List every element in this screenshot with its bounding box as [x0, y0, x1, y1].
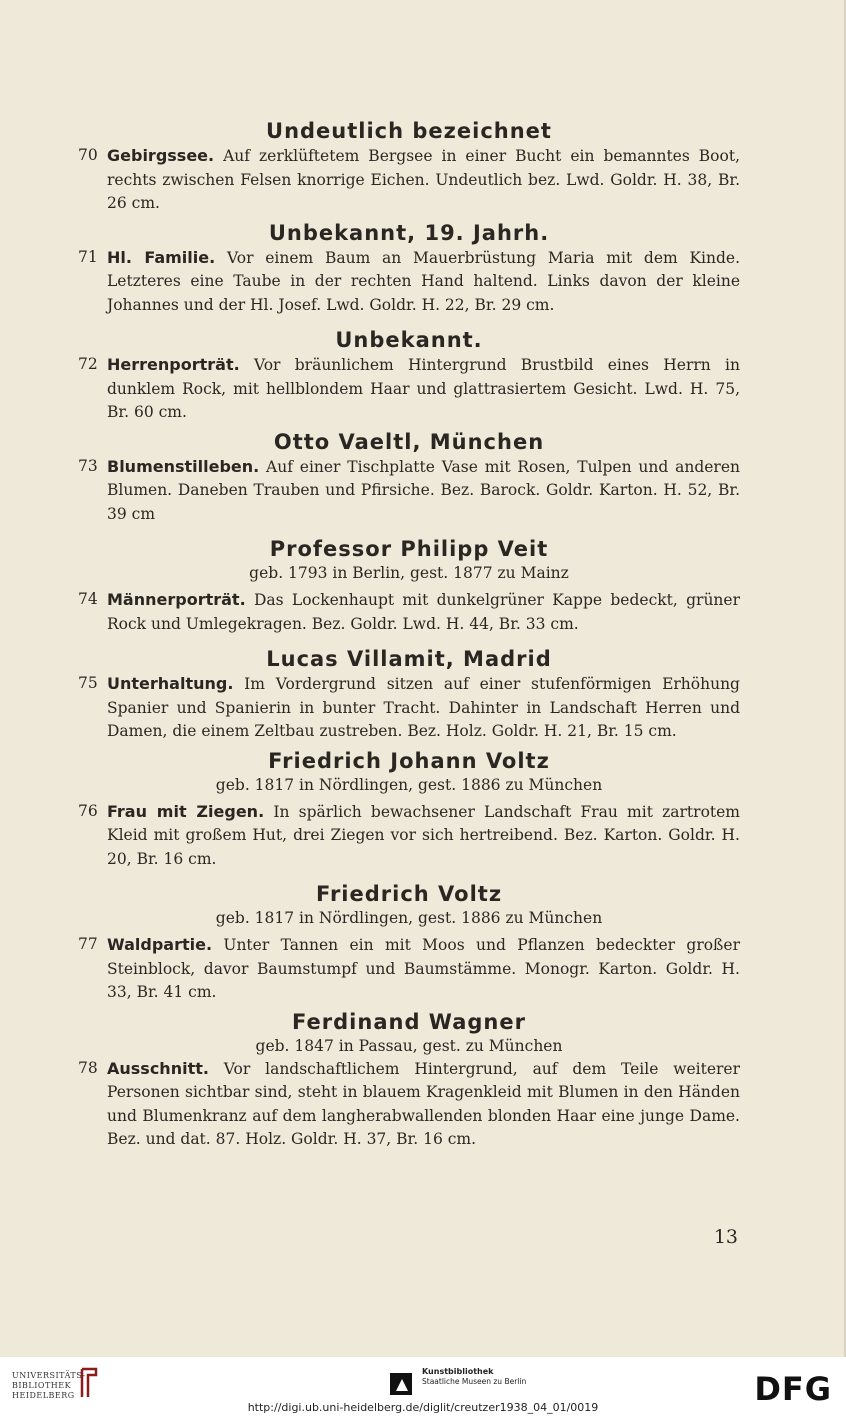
- entry-title: Männerporträt.: [107, 590, 246, 609]
- entry-title: Unterhaltung.: [107, 674, 234, 693]
- artist-heading: Unbekannt.: [335, 328, 483, 352]
- entry-title: Blumenstilleben.: [107, 456, 260, 476]
- entry-title: Herrenporträt.: [107, 355, 240, 374]
- entry-description: In spärlich bewachsener Landschaft Frau mit zartrotem Kleid mit großem Hut, drei Ziegen vor sich hertreibend. Bez. Karton. Goldr. H. 20, Br. 16 cm.: [107, 802, 741, 868]
- artist-heading: Unbekannt, 19. Jahrh.: [268, 220, 550, 245]
- entry-description: Auf zerklüftetem Bergsee in einer Bucht ein bemanntes Boot, rechts zwischen Felsen knorrige Eichen. Undeutlich bez. Lwd. Goldr. H. 38, Br. 26 cm.: [107, 147, 741, 212]
- artist-life-dates: geb. 1847 in Passau, gest. zu München: [255, 1036, 563, 1055]
- entry-number: 70: [78, 146, 98, 164]
- catalog-entry: [78, 588, 740, 636]
- entry-number: 75: [78, 674, 98, 692]
- entry-title: Ausschnitt.: [107, 1058, 209, 1078]
- catalog-content: [78, 118, 740, 1152]
- entry-number: 77: [78, 935, 98, 953]
- entry-title: Gebirgssee.: [107, 146, 215, 165]
- entry-title: Waldpartie.: [107, 935, 213, 954]
- artist-heading: Ferdinand Wagner: [292, 1009, 526, 1034]
- entry-description: Das Lockenhaupt mit dunkelgrüner Kappe bedeckt, grüner Rock und Umlegekragen. Bez. Goldr. Lwd. H. 44, Br. 33 cm.: [107, 591, 740, 633]
- artist-heading: Friedrich Voltz: [315, 882, 503, 906]
- entry-title: Frau mit Ziegen.: [107, 801, 265, 821]
- entry-description: Unter Tannen ein mit Moos und Pflanzen bedeckter großer Steinblock, davor Baumstumpf und Baumstämme. Monogr. Karton. Goldr. H. 33, Br. 41 cm.: [107, 936, 740, 1001]
- university-library-label: UNIVERSITÄTS- BIBLIOTHEK HEIDELBERG: [12, 1371, 86, 1400]
- artist-life-dates: geb. 1817 in Nördlingen, gest. 1886 zu München: [215, 775, 603, 794]
- entry-number: 71: [78, 247, 98, 266]
- entry-description: Vor einem Baum an Mauerbrüstung Maria mit dem Kinde. Letzteres eine Taube in der rechten Hand haltend. Links davon der kleine Johannes und der Hl. Josef. Lwd. Goldr. H. 22, Br. 29 cm.: [107, 248, 741, 314]
- kunstbibliothek-logo-icon: [388, 1371, 414, 1397]
- artist-heading: Undeutlich bezeichnet: [266, 119, 552, 143]
- entry-title: Hl. Familie.: [107, 247, 216, 267]
- catalog-entry: [78, 144, 740, 216]
- dfg-logo: DFG: [754, 1370, 832, 1408]
- catalog-entry: [78, 455, 740, 527]
- catalog-entry: [78, 800, 740, 872]
- catalog-entry: [78, 246, 740, 318]
- catalog-entry: [78, 933, 740, 1005]
- entry-number: 74: [78, 590, 98, 608]
- footer-bar: [0, 1357, 846, 1421]
- entry-number: 73: [78, 456, 98, 475]
- entry-number: 76: [78, 801, 98, 820]
- entry-number: 72: [78, 355, 98, 373]
- entry-description: Auf einer Tischplatte Vase mit Rosen, Tulpen und anderen Blumen. Daneben Trauben und Pfirsiche. Bez. Barock. Goldr. Karton. H. 52, Br. 39 cm: [107, 457, 740, 523]
- catalog-entry: [78, 1057, 740, 1152]
- university-logo-icon: [78, 1365, 102, 1401]
- artist-heading: Friedrich Johann Voltz: [268, 748, 550, 773]
- kunstbibliothek-label: Kunstbibliothek Staatliche Museen zu Berlin: [422, 1367, 527, 1386]
- artist-heading: Otto Vaeltl, München: [273, 429, 545, 454]
- catalog-entry: [78, 672, 740, 744]
- entry-number: 78: [78, 1058, 98, 1077]
- entry-description: Vor bräunlichem Hintergrund Brustbild eines Herrn in dunklem Rock, mit hellblondem Haar und glattrasiertem Gesicht. Lwd. H. 75, Br. 60 cm.: [107, 356, 740, 421]
- catalog-entry: [78, 353, 740, 425]
- artist-heading: Lucas Villamit, Madrid: [266, 647, 552, 671]
- page-number: 13: [713, 1226, 738, 1248]
- entry-description: Vor landschaftlichem Hintergrund, auf dem Teile weiterer Personen sichtbar sind, steht in blauem Kragenkleid mit Blumen in den Händen und Blumenkranz auf dem langherabwallenden blonden Haar eine junge Dame. Bez. und dat. 87. Holz. Goldr. H. 37, Br. 16 cm.: [107, 1059, 740, 1148]
- artist-heading: Professor Philipp Veit: [269, 537, 549, 561]
- artist-life-dates: geb. 1793 in Berlin, gest. 1877 zu Mainz: [249, 564, 569, 582]
- artist-life-dates: geb. 1817 in Nördlingen, gest. 1886 zu München: [215, 909, 603, 927]
- source-url[interactable]: http://digi.ub.uni-heidelberg.de/diglit/creutzer1938_04_01/0019: [247, 1401, 599, 1414]
- entry-description: Im Vordergrund sitzen auf einer stufenförmigen Erhöhung Spanier und Spanierin in bunter Tracht. Dahinter in Landschaft Herren und Damen, die einem Zeltbau zustreben. Bez. Holz. Goldr. H. 21, Br. 15 cm.: [107, 675, 740, 740]
